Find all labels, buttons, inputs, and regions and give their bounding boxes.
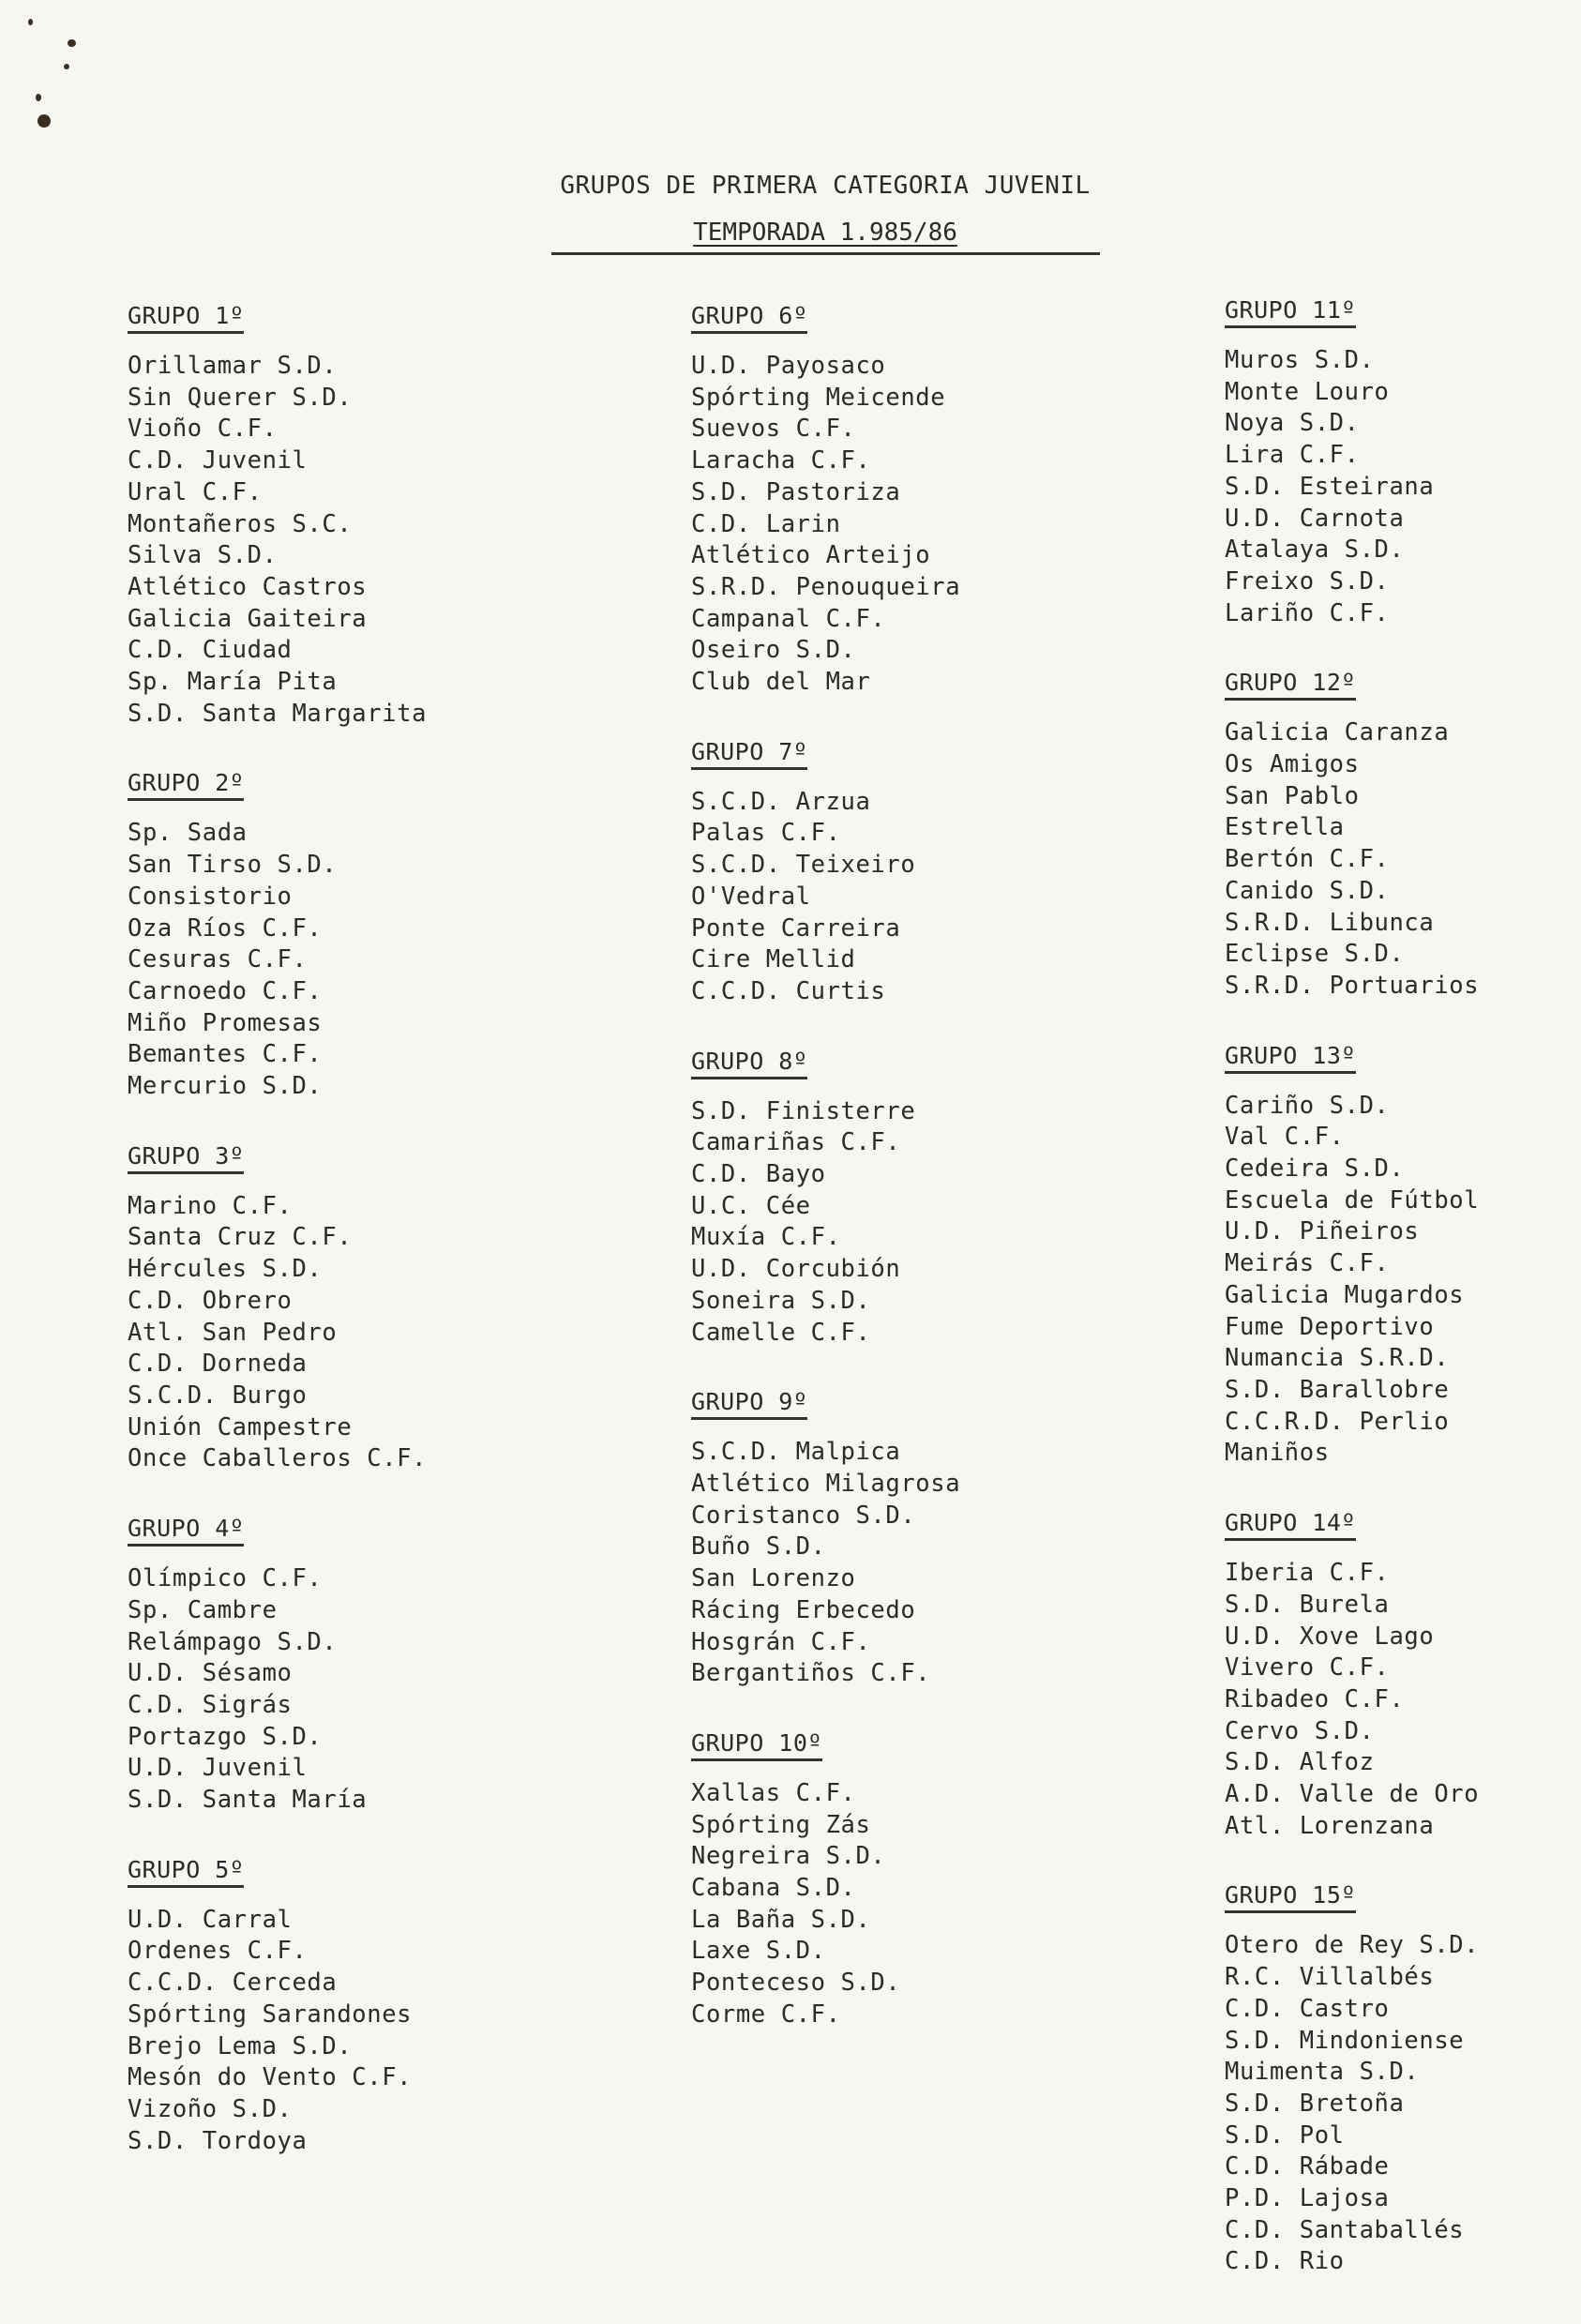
- club-name: Relámpago S.D.: [128, 1627, 338, 1656]
- club-name: Unión Campestre: [128, 1412, 353, 1441]
- club-name: Cedeira S.D.: [1225, 1154, 1405, 1184]
- club-name: Estrella: [1225, 813, 1345, 842]
- club-name: Consistorio: [128, 882, 293, 911]
- club-name: Muimenta S.D.: [1225, 2058, 1420, 2087]
- document-title: GRUPOS DE PRIMERA CATEGORIA JUVENIL: [560, 172, 1091, 200]
- club-name: Otero de Rey S.D.: [1225, 1931, 1480, 1960]
- club-name: Ribadeo C.F.: [1225, 1684, 1405, 1713]
- club-name: Miño Promesas: [128, 1008, 323, 1037]
- club-name: Cire Mellid: [691, 945, 856, 974]
- club-name: Galicia Caranza: [1225, 718, 1450, 747]
- club-name: Suevos C.F.: [691, 415, 856, 444]
- club-name: Galicia Gaiteira: [128, 604, 368, 633]
- club-name: U.D. Juvenil: [128, 1754, 308, 1783]
- club-name: Atlético Milagrosa: [691, 1469, 961, 1498]
- season-label: TEMPORADA 1.985/86: [693, 219, 957, 247]
- club-name: C.D. Rio: [1225, 2247, 1345, 2276]
- club-name: Olímpico C.F.: [128, 1564, 323, 1593]
- club-name: Bemantes C.F.: [128, 1040, 323, 1069]
- club-name: Cesuras C.F.: [128, 945, 308, 974]
- header-rule: [551, 252, 1100, 255]
- club-name: Oseiro S.D.: [691, 636, 856, 665]
- club-name: S.D. Esteirana: [1225, 472, 1435, 501]
- club-name: C.C.R.D. Perlio: [1225, 1407, 1450, 1436]
- club-name: Spórting Zás: [691, 1810, 871, 1839]
- club-name: Brejo Lema S.D.: [128, 2031, 353, 2060]
- group-title: GRUPO 9º: [691, 1388, 807, 1420]
- club-name: C.D. Juvenil: [128, 446, 308, 475]
- club-name: S.D. Burela: [1225, 1590, 1390, 1619]
- group-title: GRUPO 2º: [128, 769, 244, 801]
- club-name: Oza Ríos C.F.: [128, 913, 323, 943]
- club-name: Atl. San Pedro: [128, 1318, 338, 1347]
- group-block: [691, 1388, 960, 1690]
- club-name: Palas C.F.: [691, 819, 841, 848]
- club-name: Rácing Erbecedo: [691, 1595, 916, 1624]
- club-name: S.R.D. Portuarios: [1225, 971, 1480, 1000]
- group-block: [691, 738, 960, 1008]
- club-name: S.D. Barallobre: [1225, 1375, 1450, 1404]
- club-name: Coristanco S.D.: [691, 1501, 916, 1530]
- group-block: [691, 1729, 960, 2031]
- club-name: Laracha C.F.: [691, 446, 871, 475]
- club-name: U.D. Piñeiros: [1225, 1217, 1420, 1246]
- group-block: [128, 1142, 427, 1475]
- club-name: C.D. Ciudad: [128, 636, 293, 665]
- club-name: C.C.D. Cerceda: [128, 1969, 338, 1998]
- club-name: Soneira S.D.: [691, 1286, 871, 1315]
- club-name: Cervo S.D.: [1225, 1716, 1375, 1745]
- club-name: S.R.D. Penouqueira: [691, 572, 961, 601]
- club-name: Numancia S.R.D.: [1225, 1344, 1450, 1373]
- club-name: Orillamar S.D.: [128, 352, 338, 380]
- group-block: [128, 769, 427, 1102]
- club-name: S.C.D. Burgo: [128, 1381, 308, 1410]
- club-name: Spórting Sarandones: [128, 2000, 413, 2029]
- club-name: S.D. Santa Margarita: [128, 699, 428, 728]
- club-name: Hosgrán C.F.: [691, 1627, 871, 1656]
- group-block: [128, 1856, 427, 2158]
- club-name: Vioño C.F.: [128, 415, 278, 444]
- group-title: GRUPO 15º: [1225, 1881, 1356, 1913]
- club-name: U.D. Payosaco: [691, 352, 886, 380]
- club-name: S.D. Pastoriza: [691, 477, 901, 506]
- club-name: C.D. Dorneda: [128, 1350, 308, 1379]
- group-block: [1225, 1509, 1479, 1842]
- club-name: S.R.D. Libunca: [1225, 908, 1435, 937]
- club-name: S.C.D. Arzua: [691, 787, 871, 816]
- club-name: Sp. Sada: [128, 819, 248, 848]
- club-name: Montañeros S.C.: [128, 509, 353, 538]
- club-name: Muxía C.F.: [691, 1223, 841, 1252]
- club-name: Ordenes C.F.: [128, 1937, 308, 1966]
- club-name: Atl. Lorenzana: [1225, 1811, 1435, 1840]
- club-name: U.C. Cée: [691, 1191, 811, 1220]
- club-name: U.D. Xove Lago: [1225, 1622, 1435, 1651]
- club-name: Silva S.D.: [128, 541, 278, 570]
- club-name: Os Amigos: [1225, 750, 1360, 779]
- club-name: Sp. Cambre: [128, 1595, 278, 1624]
- club-name: Corme C.F.: [691, 2000, 841, 2029]
- club-name: Cariño S.D.: [1225, 1091, 1390, 1120]
- group-title: GRUPO 11º: [1225, 296, 1356, 328]
- club-name: Sin Querer S.D.: [128, 383, 353, 412]
- club-name: U.D. Carnota: [1225, 504, 1405, 533]
- club-name: Meirás C.F.: [1225, 1249, 1390, 1278]
- club-name: Noya S.D.: [1225, 409, 1360, 438]
- club-name: S.C.D. Malpica: [691, 1438, 901, 1467]
- group-title: GRUPO 1º: [128, 302, 244, 334]
- club-name: O'Vedral: [691, 882, 811, 911]
- group-title: GRUPO 12º: [1225, 669, 1356, 701]
- club-name: C.D. Obrero: [128, 1286, 293, 1315]
- group-block: [691, 302, 960, 699]
- group-block: [128, 1515, 427, 1817]
- group-block: [1225, 1881, 1479, 2278]
- club-name: Sp. María Pita: [128, 668, 338, 697]
- club-name: U.D. Corcubión: [691, 1255, 901, 1284]
- club-name: Once Caballeros C.F.: [128, 1444, 428, 1473]
- document-header: [544, 172, 1107, 255]
- club-name: S.D. Mindoniense: [1225, 2026, 1465, 2055]
- club-name: Ural C.F.: [128, 477, 263, 506]
- club-name: P.D. Lajosa: [1225, 2184, 1390, 2213]
- club-name: Carnoedo C.F.: [128, 976, 323, 1005]
- group-column: [128, 302, 427, 2196]
- group-title: GRUPO 3º: [128, 1142, 244, 1174]
- club-name: C.D. Castro: [1225, 1994, 1390, 2023]
- club-name: Club del Mar: [691, 668, 871, 697]
- club-name: C.D. Bayo: [691, 1160, 826, 1189]
- club-name: Monte Louro: [1225, 377, 1390, 406]
- club-name: San Pablo: [1225, 781, 1360, 810]
- club-name: S.D. Alfoz: [1225, 1748, 1375, 1777]
- club-name: S.D. Bretoña: [1225, 2089, 1405, 2118]
- club-name: Bergantiños C.F.: [691, 1659, 931, 1688]
- club-name: S.D. Finisterre: [691, 1096, 916, 1125]
- club-name: Muros S.D.: [1225, 346, 1375, 374]
- club-name: Negreira S.D.: [691, 1842, 886, 1871]
- club-name: Val C.F.: [1225, 1123, 1345, 1152]
- group-block: [1225, 296, 1479, 629]
- group-column: [1225, 296, 1479, 2317]
- club-name: Camelle C.F.: [691, 1318, 871, 1347]
- club-name: S.D. Santa María: [128, 1786, 368, 1815]
- club-name: S.C.D. Teixeiro: [691, 851, 916, 880]
- club-name: C.D. Rábade: [1225, 2152, 1390, 2181]
- club-name: Eclipse S.D.: [1225, 940, 1405, 969]
- group-title: GRUPO 5º: [128, 1856, 244, 1888]
- club-name: Hércules S.D.: [128, 1255, 323, 1284]
- club-name: Atalaya S.D.: [1225, 536, 1405, 565]
- group-title: GRUPO 14º: [1225, 1509, 1356, 1541]
- club-name: C.D. Santaballés: [1225, 2215, 1465, 2244]
- group-title: GRUPO 6º: [691, 302, 807, 334]
- club-name: U.D. Sésamo: [128, 1659, 293, 1688]
- club-name: Atlético Arteijo: [691, 541, 931, 570]
- club-name: Iberia C.F.: [1225, 1559, 1390, 1588]
- group-block: [1225, 1042, 1479, 1470]
- club-name: San Lorenzo: [691, 1564, 856, 1593]
- club-name: Lariño C.F.: [1225, 598, 1390, 627]
- group-block: [128, 302, 427, 730]
- club-name: Freixo S.D.: [1225, 566, 1390, 596]
- club-name: Laxe S.D.: [691, 1937, 826, 1966]
- club-name: Escuela de Fútbol: [1225, 1185, 1480, 1215]
- club-name: Lira C.F.: [1225, 441, 1360, 470]
- club-name: Galicia Mugardos: [1225, 1280, 1465, 1309]
- club-name: Buño S.D.: [691, 1532, 826, 1562]
- club-name: C.D. Larin: [691, 509, 841, 538]
- group-title: GRUPO 10º: [691, 1729, 822, 1761]
- club-name: Santa Cruz C.F.: [128, 1223, 353, 1252]
- group-title: GRUPO 8º: [691, 1048, 807, 1079]
- club-name: R.C. Villalbés: [1225, 1963, 1435, 1992]
- club-name: Camariñas C.F.: [691, 1128, 901, 1157]
- club-name: S.D. Tordoya: [128, 2126, 308, 2155]
- group-title: GRUPO 4º: [128, 1515, 244, 1547]
- group-block: [1225, 669, 1479, 1002]
- club-name: Xallas C.F.: [691, 1778, 856, 1807]
- club-name: Bertón C.F.: [1225, 845, 1390, 874]
- club-name: Cabana S.D.: [691, 1874, 856, 1903]
- club-name: Spórting Meicende: [691, 383, 946, 412]
- club-name: Atlético Castros: [128, 572, 368, 601]
- club-name: San Tirso S.D.: [128, 851, 338, 880]
- club-name: Ponte Carreira: [691, 913, 901, 943]
- club-name: Mesón do Vento C.F.: [128, 2063, 413, 2092]
- stain-marks: [28, 19, 84, 141]
- club-name: C.C.D. Curtis: [691, 976, 886, 1005]
- club-name: Vivero C.F.: [1225, 1653, 1390, 1683]
- club-name: Marino C.F.: [128, 1191, 293, 1220]
- club-name: S.D. Pol: [1225, 2120, 1345, 2150]
- club-name: Vizoño S.D.: [128, 2094, 293, 2123]
- club-name: Mercurio S.D.: [128, 1072, 323, 1101]
- club-name: La Baña S.D.: [691, 1905, 871, 1934]
- club-name: Ponteceso S.D.: [691, 1969, 901, 1998]
- club-name: A.D. Valle de Oro: [1225, 1780, 1480, 1809]
- club-name: Campanal C.F.: [691, 604, 886, 633]
- club-name: U.D. Carral: [128, 1905, 293, 1934]
- group-block: [691, 1048, 960, 1350]
- group-title: GRUPO 7º: [691, 738, 807, 770]
- club-name: Portazgo S.D.: [128, 1722, 323, 1751]
- club-name: Fume Deportivo: [1225, 1312, 1435, 1341]
- club-name: C.D. Sigrás: [128, 1690, 293, 1719]
- club-name: Canido S.D.: [1225, 876, 1390, 905]
- group-column: [691, 302, 960, 2071]
- group-title: GRUPO 13º: [1225, 1042, 1356, 1074]
- club-name: Maniños: [1225, 1439, 1330, 1468]
